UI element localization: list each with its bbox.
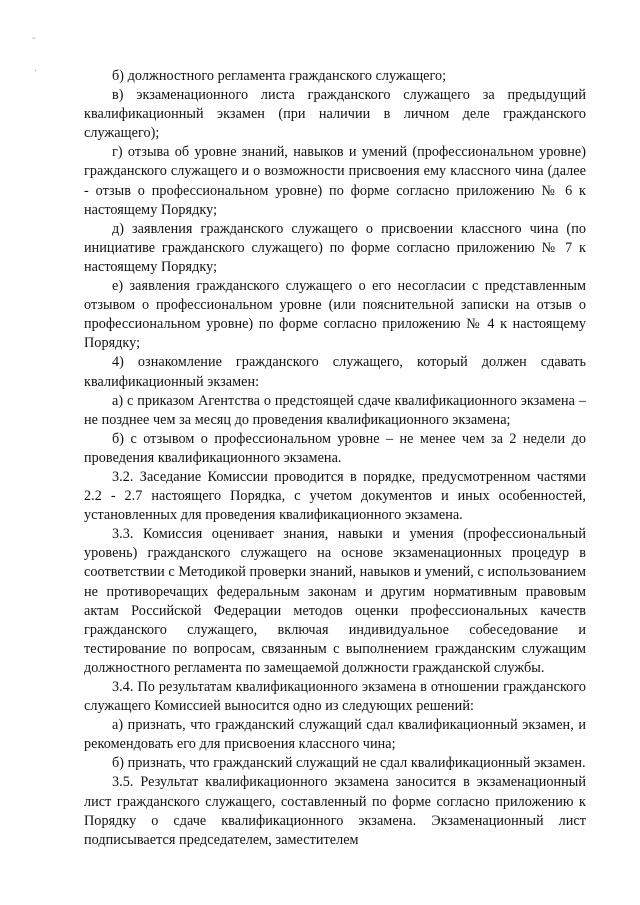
paragraph-g-review: г) отзыва об уровне знаний, навыков и умений (профессиональном уровне) гражданского служащего и о возможности присвоения ему классного чина (далее - отзыв о профессиональном уровне) по форме согласно приложению № 6 к настоящему Порядку;	[84, 144, 586, 218]
section-3-4: 3.4. По результатам квалификационного экзамена в отношении гражданского служащего Комиссией выносится одно из следующих решений:	[84, 679, 586, 715]
decision-a-passed: а) признать, что гражданский служащий сдал квалификационный экзамен, и рекомендовать его для присвоения классного чина;	[84, 717, 586, 753]
decision-b-failed: б) признать, что гражданский служащий не сдал квалификационный экзамен.	[112, 755, 586, 772]
paragraph-4-familiarization: 4) ознакомление гражданского служащего, который должен сдавать квалификационный экзамен:	[84, 354, 586, 390]
section-3-3: 3.3. Комиссия оценивает знания, навыки и умения (профессиональный уровень) гражданского служащего на основе экзаменационных процедур в соответствии с Методикой проверки знаний, навыков и умений, с использованием не противоречащих федеральным законам и другим нормативным правовым актам Российской Федерации методов оценки профессиональных качеств гражданского служащего, включая индивидуальное собеседование и тестирование по вопросам, связанным с выполнением гражданским служащим должностного регламента по замещаемой должности гражданской службы.	[84, 526, 586, 676]
paragraph-e-disagreement: е) заявления гражданского служащего о его несогласии с представленным отзывом о профессиональном уровне (или пояснительной записки на отзыв о профессиональном уровне) по форме согласно приложению № 4 к настоящему Порядку;	[84, 278, 586, 352]
section-3-5: 3.5. Результат квалификационного экзамена заносится в экзаменационный лист гражданского служащего, составленный по форме согласно приложению к Порядку о сдаче квалификационного экзамена. Экзаменационный лист подписывается председателем, заместителем	[84, 774, 586, 848]
section-3-2: 3.2. Заседание Комиссии проводится в порядке, предусмотренном частями 2.2 - 2.7 настоящего Порядка, с учетом документов и иных особенностей, установленных для проведения квалификационного экзамена.	[84, 468, 586, 524]
paragraph-a-order: а) с приказом Агентства о предстоящей сдаче квалификационного экзамена – не позднее чем за месяц до проведения квалификационного экзамена;	[84, 392, 586, 428]
scan-mark-left: .	[34, 63, 38, 74]
document-page	[84, 67, 586, 850]
scan-mark-top: -	[32, 33, 36, 44]
paragraph-d-application: д) заявления гражданского служащего о присвоении классного чина (по инициативе гражданского служащего) по форме согласно приложению № 7 к настоящему Порядку;	[84, 220, 586, 275]
paragraph-b-regulation: б) должностного регламента гражданского служащего;	[112, 68, 447, 84]
paragraph-b-review-deadline: б) с отзывом о профессиональном уровне – не менее чем за 2 недели до проведения квалификационного экзамена.	[84, 430, 586, 466]
paragraph-v-exam-sheet: в) экзаменационного листа гражданского служащего за предыдущий квалификационный экзамен (при наличии в личном деле гражданского служащего);	[84, 87, 586, 142]
